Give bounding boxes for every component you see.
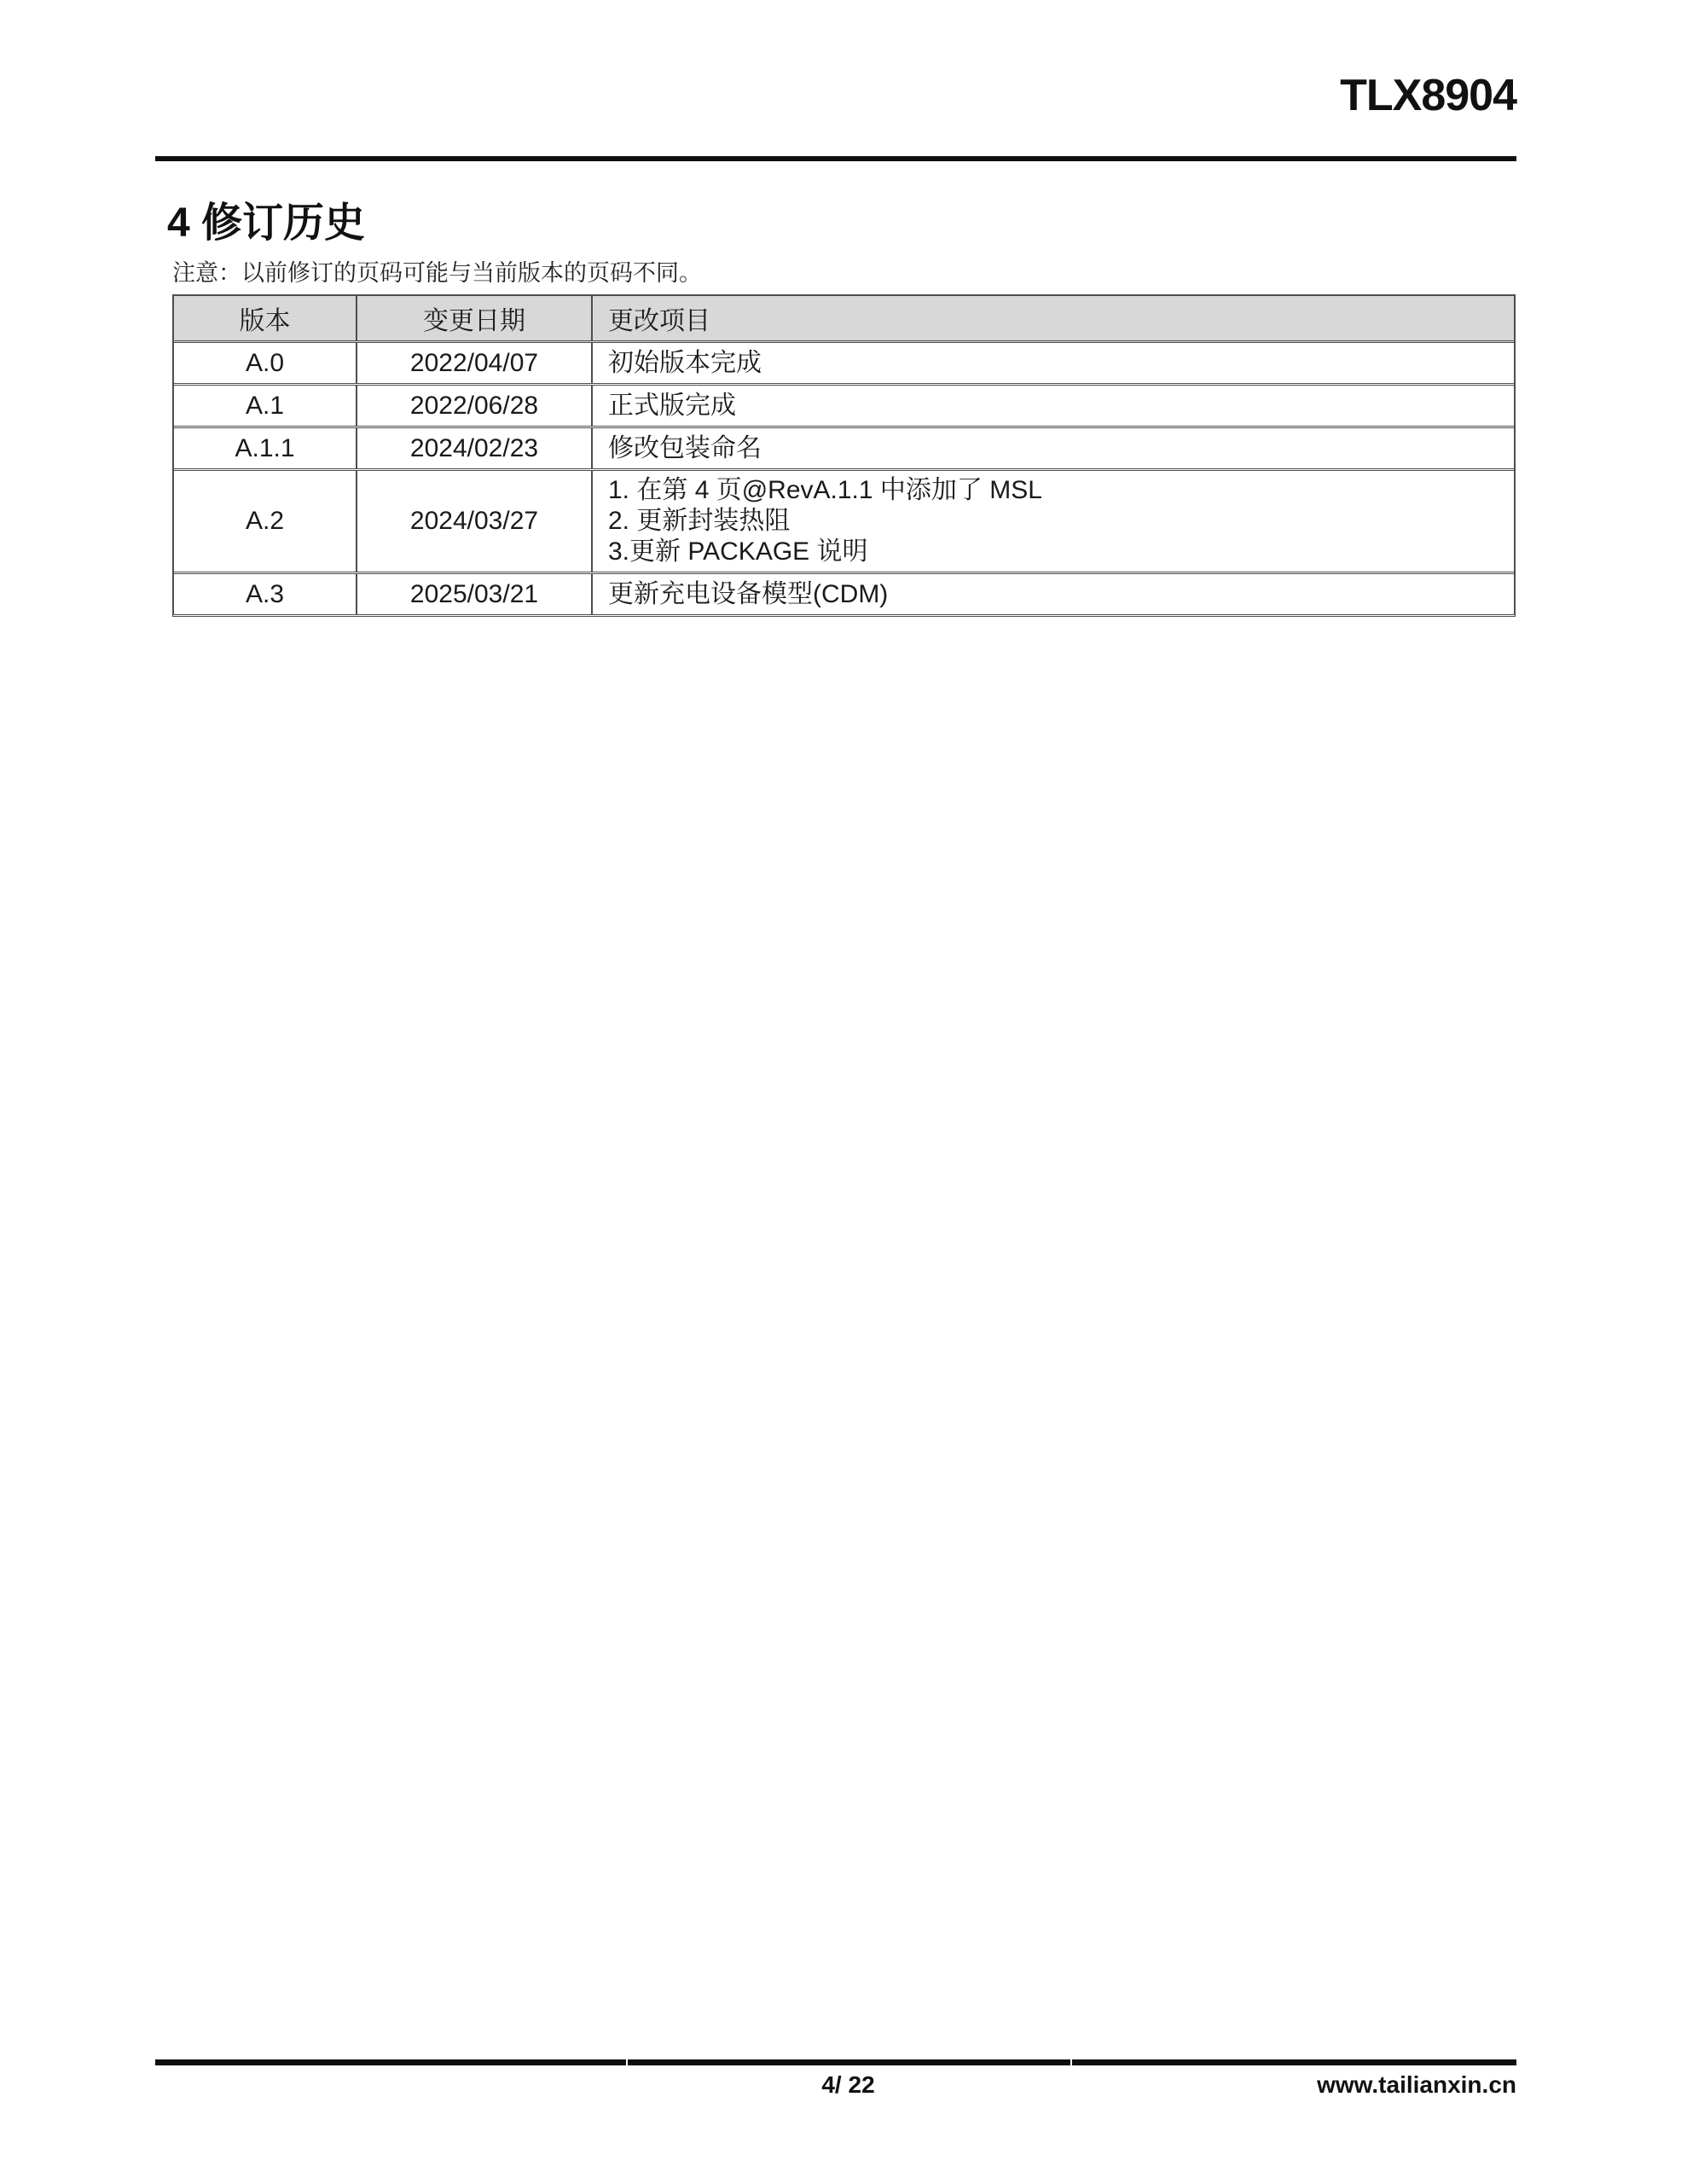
changes-cell	[593, 471, 1514, 572]
date-cell: 2022/06/28	[357, 386, 593, 426]
table-header-row	[174, 296, 1514, 343]
table-row	[174, 343, 1514, 386]
change-line: 修改包装命名	[608, 433, 762, 462]
page-footer	[155, 2059, 1516, 2099]
change-line: 正式版完成	[608, 391, 736, 420]
revision-history-table	[172, 294, 1516, 617]
table-row	[174, 574, 1514, 614]
footer-text-row	[155, 2071, 1516, 2099]
change-line: 更新充电设备模型(CDM)	[608, 579, 889, 608]
change-line: 2. 更新封装热阻	[608, 507, 791, 535]
version-cell: A.1	[174, 386, 357, 426]
changes-cell	[593, 386, 1514, 426]
footer-spacer	[155, 2071, 626, 2099]
version-cell: A.2	[174, 471, 357, 572]
footer-rule-segment	[628, 2059, 1070, 2065]
table-row	[174, 386, 1514, 428]
footer-rule-segment	[155, 2059, 626, 2065]
table-row	[174, 471, 1514, 574]
version-cell: A.1.1	[174, 428, 357, 468]
changes-cell	[593, 574, 1514, 614]
header-rule	[155, 156, 1516, 161]
date-cell: 2024/02/23	[357, 428, 593, 468]
date-cell: 2024/03/27	[357, 471, 593, 572]
change-line: 1. 在第 4 页@RevA.1.1 中添加了 MSL	[608, 476, 1042, 504]
date-cell: 2022/04/07	[357, 343, 593, 383]
column-header-changes: 更改项目	[608, 307, 710, 335]
version-cell: A.0	[174, 343, 357, 383]
table-row	[174, 428, 1514, 471]
section-title: 4 修订历史	[167, 200, 366, 246]
change-line: 3.更新 PACKAGE 说明	[608, 537, 868, 566]
version-cell: A.3	[174, 574, 357, 614]
document-title: TLX8904	[1340, 71, 1516, 120]
changes-cell	[593, 343, 1514, 383]
revision-note: 注意：以前修订的页码可能与当前版本的页码不同。	[172, 260, 702, 286]
column-header-version: 版本	[174, 296, 357, 340]
changes-cell	[593, 428, 1514, 468]
column-header-date: 变更日期	[357, 296, 593, 340]
change-line: 初始版本完成	[608, 348, 762, 377]
website-link: www.tailianxin.cn	[1317, 2071, 1516, 2098]
footer-rule-segment	[1072, 2059, 1516, 2065]
date-cell: 2025/03/21	[357, 574, 593, 614]
footer-rule	[155, 2059, 1516, 2065]
page-number: 4/ 22	[821, 2071, 875, 2098]
